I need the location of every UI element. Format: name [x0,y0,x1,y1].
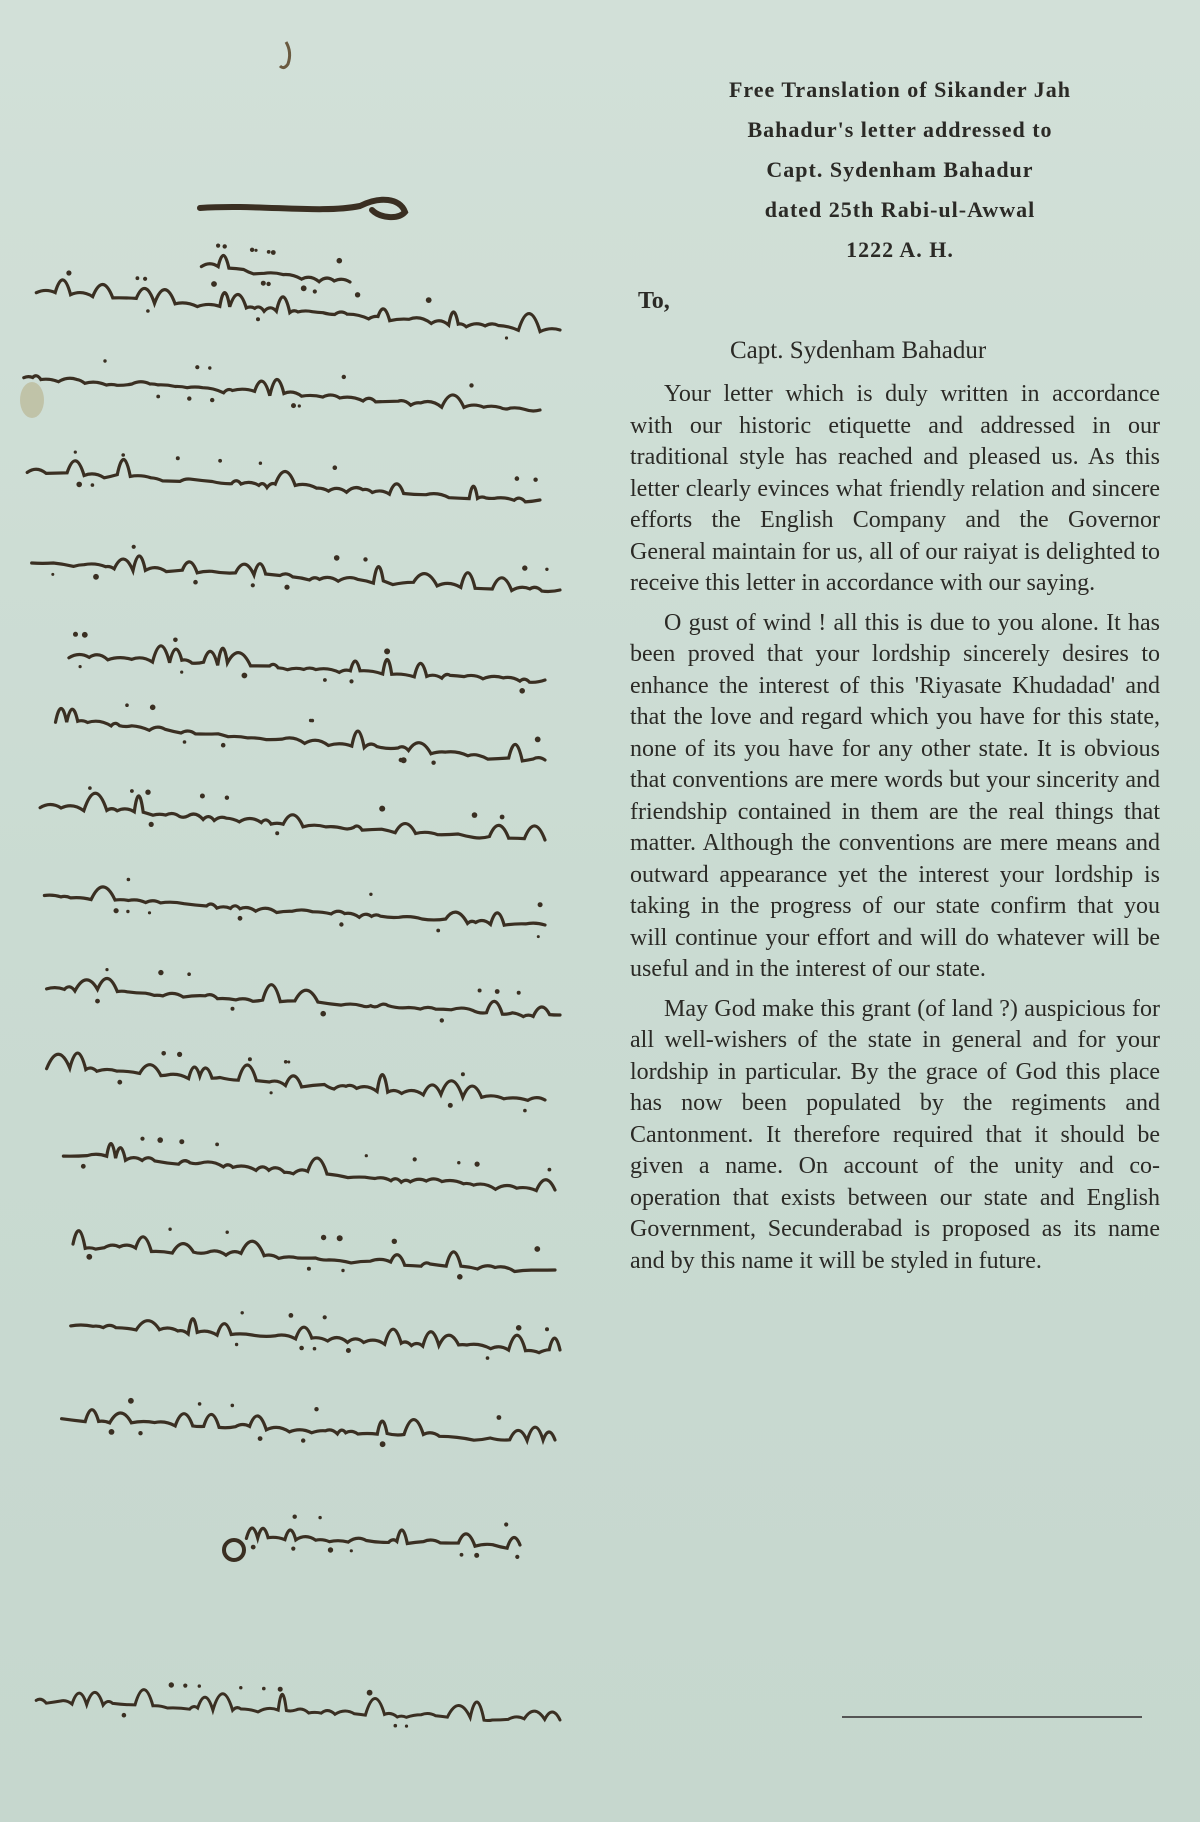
script-dot [148,911,151,914]
script-dot [122,1713,127,1718]
script-dot [168,1228,171,1231]
script-dot [198,1402,202,1406]
script-dot [337,1235,343,1241]
script-line [36,280,560,332]
paragraph-2: O gust of wind ! all this is due to you alone. It has been proved that your lordship sincerely desires to enhance the interest of this 'Riyasate Khudadad' and that the love and regard which you have for this state, none of its you have for any other state. It is obvious that conventions are mere words but your sincerity and friendship contained in them are the real things that matter. Although the conventions are mere means and outward appearance yet the interest your lordship is taking in the progress of our state confirm that you will continue your effort and will do whatever will be useful and in the interest of our state. [630,609,1160,982]
script-line [27,459,540,501]
script-dot [495,989,500,994]
script-dot [384,648,390,654]
script-dot [504,1522,508,1526]
script-dot [533,478,537,482]
script-dot [210,398,214,402]
script-dot [515,476,520,481]
script-dot [221,743,226,748]
script-line [32,556,560,592]
script-dot [314,1407,318,1411]
script-dot [299,1346,304,1351]
script-dot [157,1137,163,1143]
script-dot [86,1254,92,1260]
script-dot [262,1687,266,1691]
script-dot [369,893,372,896]
script-dot [231,1007,235,1011]
script-dot [323,678,327,682]
script-dot [313,289,317,293]
script-dot [226,1231,229,1234]
script-dot [380,1441,386,1447]
script-dot [177,1052,182,1057]
script-dot [436,929,440,933]
script-dot [517,991,521,995]
script-dot [193,580,198,585]
script-dot [103,359,106,362]
script-dot [523,1109,527,1113]
script-dot [81,1164,86,1169]
closing-rule [842,1716,1142,1718]
addressee: Capt. Sydenham Bahadur [730,337,987,364]
script-dot [127,878,131,882]
script-dot [440,1018,444,1022]
script-dot [457,1274,463,1280]
script-dot [284,585,289,590]
script-dot [117,1080,122,1085]
script-dot [497,1415,502,1420]
script-dot [301,1438,305,1442]
script-dot [341,1269,344,1272]
script-dot [298,404,301,407]
script-dot [318,1516,321,1519]
script-dot [342,375,346,379]
paper-stain [20,382,44,418]
script-dot [474,1553,479,1558]
script-line [47,1053,545,1100]
script-dot [367,1690,373,1696]
script-dot [448,1103,453,1108]
script-line [246,1528,520,1548]
script-dot [472,812,478,818]
script-dot [307,1267,311,1271]
script-dot [242,673,248,679]
script-dot [150,705,156,711]
script-line [36,1690,560,1721]
script-dot [180,671,183,674]
script-dot [363,557,367,561]
script-dot [183,740,187,744]
script-dot [287,1061,290,1064]
script-dot [516,1325,522,1331]
script-dot [198,1684,201,1687]
heading-line-1: Free Translation of Sikander Jah [728,77,1072,102]
script-dot [413,1157,417,1161]
script-line [24,376,540,411]
script-dot [74,451,77,454]
script-dot [275,831,279,835]
english-translation [620,70,1160,1285]
script-dot [125,703,129,707]
script-dot [301,285,307,291]
script-dot [355,292,360,297]
script-dot [208,366,211,369]
paragraph-1: Your letter which is duly written in accordance with our historic etiquette and addressed in our traditional style has reached and pleased us. As this letter clearly evinces what friendly relation and sincere efforts the English Company and the Governor General maintain for us, all of our raiyat is delighted to receive this letter in accordance with our saying. [630,381,1160,596]
script-dot [313,1347,317,1351]
script-dot [183,1684,187,1688]
script-dot [399,758,403,762]
script-dot [169,1682,174,1687]
script-line [63,1144,555,1191]
script-dot [379,806,385,812]
script-dot [284,1060,288,1064]
script-dot [486,1356,490,1360]
script-dot [179,1139,184,1144]
script-dot [218,459,222,463]
script-dot [548,1168,552,1172]
script-dot [271,250,276,255]
script-dot [350,1549,353,1552]
script-dot [79,665,82,668]
script-dot [323,1315,327,1319]
heading-line-4: dated 25th Rabi-ul-Awwal [764,197,1036,222]
script-dot [195,365,199,369]
script-dot [392,1239,397,1244]
script-dot [461,1072,465,1076]
script-dot [88,786,92,790]
script-line [47,978,560,1016]
script-dot [248,1057,252,1061]
script-dot [254,249,257,252]
script-dot [469,383,473,387]
script-dot [93,574,99,580]
script-dot [121,453,125,457]
script-dot [349,679,353,683]
script-dot [515,1555,519,1559]
script-dot [187,396,191,400]
invocation-stroke [200,200,405,217]
script-dot [161,1051,166,1056]
script-dot [333,465,338,470]
script-dot [128,1398,134,1404]
script-line [44,887,545,925]
script-dot [76,482,82,488]
script-line [201,255,350,282]
script-dot [256,317,260,321]
script-dot [258,1436,263,1441]
salutation: To, [638,288,670,314]
script-dot [321,1235,326,1240]
script-dot [261,281,266,286]
script-dot [457,1161,460,1164]
script-line [73,1231,555,1272]
script-dot [140,1137,144,1141]
script-dot [339,922,343,926]
script-dot [311,719,315,723]
script-dot [346,1348,351,1353]
script-dot [91,483,95,487]
script-dot [241,1311,244,1314]
script-dot [505,336,508,339]
script-dot [251,1545,256,1550]
script-dot [231,1404,235,1408]
script-dot [334,555,340,561]
script-dot [394,1724,398,1728]
script-line [62,1410,555,1441]
script-dot [173,638,178,643]
script-dot [328,1547,333,1552]
script-dot [291,403,296,408]
script-dot [289,1313,294,1318]
script-dot [73,632,78,637]
paragraph-3: May God make this grant (of land ?) auspicious for all well-wishers of the state in general and for your lordship in particular. By the grace of God this place has now been populated by the regiments and Cantonment. It therefore required that it should be given a name. On account of the unity and co-operation that exists between our state and English Government, Secunderabad is proposed as its name and by this name it will be styled in future. [630,995,1160,1274]
script-dot [475,1162,480,1167]
script-dot [431,761,435,765]
script-dot [460,1553,464,1557]
script-line [40,793,545,840]
script-dot [538,902,543,907]
script-dot [82,632,88,638]
script-dot [239,1686,242,1689]
script-dot [176,456,180,460]
script-dot [66,270,71,275]
script-line [69,646,545,683]
script-dot [149,822,154,827]
translation-heading [640,70,1160,270]
script-dot [114,908,119,913]
script-dot [126,910,129,913]
script-dot [537,935,540,938]
script-dot [223,244,227,248]
script-dot [405,1725,408,1728]
script-dot [146,309,150,313]
script-dot [426,297,432,303]
script-dot [95,999,100,1004]
script-dot [130,789,134,793]
script-dot [266,282,270,286]
script-dot [522,565,527,570]
script-dot [251,583,255,587]
script-dot [259,462,262,465]
script-dot [270,1091,273,1094]
script-dot [278,1687,283,1692]
script-dot [51,573,54,576]
script-dot [500,815,505,820]
script-dot [545,568,548,571]
script-dot [365,1154,368,1157]
script-dot [293,1515,297,1519]
seal-circle [224,1540,244,1560]
script-dot [216,244,220,248]
script-dot [109,1429,115,1435]
script-dot [235,1343,238,1346]
script-dot [320,1011,326,1017]
page-number-mark [280,42,290,68]
script-dot [238,916,243,921]
script-dot [225,796,229,800]
script-dot [519,688,525,694]
script-dot [215,1143,219,1147]
script-dot [187,972,191,976]
script-dot [337,258,343,264]
script-dot [145,790,150,795]
script-line [56,708,546,760]
heading-line-3: Capt. Sydenham Bahadur [766,157,1034,182]
script-dot [478,989,482,993]
script-dot [105,968,108,971]
script-dot [156,395,160,399]
script-dot [132,545,136,549]
script-dot [138,1431,142,1435]
script-dot [535,737,541,743]
script-dot [158,970,163,975]
heading-line-5: 1222 A. H. [846,237,954,262]
script-dot [136,276,140,280]
script-dot [143,277,147,281]
script-dot [534,1246,540,1252]
script-dot [200,794,205,799]
heading-line-2: Bahadur's letter addressed to [747,117,1053,142]
script-dot [267,250,271,254]
script-dot [250,248,254,252]
script-dot [545,1327,549,1331]
script-lines [24,244,560,1728]
script-dot [211,281,217,287]
script-dot [291,1547,295,1551]
